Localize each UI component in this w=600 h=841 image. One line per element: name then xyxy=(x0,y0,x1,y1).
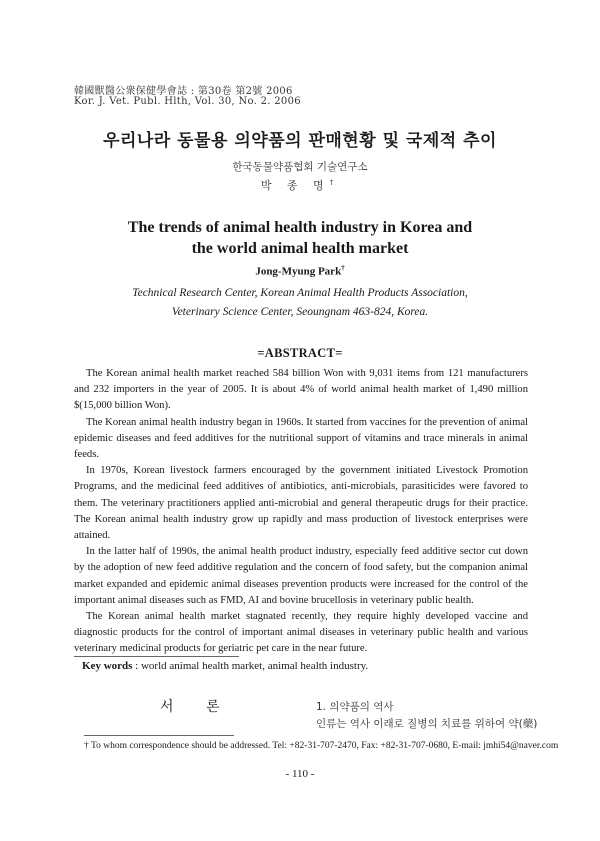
abstract-paragraph: In the latter half of 1990s, the animal health product industry, especially feed additive sector cut down by the adoption of new feed additive regulation and the concern of food safety, but the companion animal market expanded and epidemic animal diseases prevention products were increased for the control of the important animal diseases such as FMD, AI and bovine brucellosis in veterinary public health. xyxy=(74,546,528,606)
korean-author xyxy=(0,177,600,193)
abstract-paragraph: The Korean animal health market stagnated recently, they require highly developed vaccine and diagnostic products for the control of important animal diseases in veterinary public health and various veterinary medicinal products for geriatric pet care in the near future. xyxy=(74,611,528,655)
english-author xyxy=(0,264,600,278)
abstract-paragraph: The Korean animal health market reached 584 billion Won with 9,031 items from 121 manufacturers and 232 importers in the year of 2005. It is about 4% of world animal health market of 1,490 million $(15,000 billion Won). xyxy=(74,368,528,412)
korean-author-mark: † xyxy=(329,178,340,187)
page-number: - 110 - xyxy=(285,768,315,780)
english-author-name: Jong-Myung Park xyxy=(255,265,342,278)
keywords-divider xyxy=(74,656,239,657)
english-title xyxy=(0,217,600,259)
english-title-line1: The trends of animal health industry in Korea and xyxy=(127,219,473,236)
abstract-body xyxy=(74,366,528,658)
journal-name-korean: 韓國獸醫公衆保健學會誌 : 第30卷 第2號 2006 xyxy=(74,86,293,97)
footnote-text: To whom correspondence should be addressed. Tel: +82-31-707-2470, Fax: +82-31-707-0680, E-mail: jmhi54@naver.com xyxy=(88,741,559,751)
journal-name-english: Kor. J. Vet. Publ. Hlth, Vol. 30, No. 2. 2006 xyxy=(74,96,301,107)
english-affiliation-line2: Veterinary Science Center, Seoungnam 463-824, Korea. xyxy=(171,306,429,318)
english-affiliation-line1: Technical Research Center, Korean Animal Health Products Association, xyxy=(132,287,468,299)
keywords xyxy=(82,660,368,672)
subsection-heading: 1. 의약품의 역사 xyxy=(316,701,394,713)
abstract-paragraph: The Korean animal health industry began in 1960s. It started from vaccines for the prevention of animal epidemic diseases and feed additives for the nutritional support of vitamins and trace minerals in animal feeds. xyxy=(74,416,528,461)
english-title-line2: the world animal health market xyxy=(191,240,409,257)
abstract-paragraph: In 1970s, Korean livestock farmers encouraged by the government initiated Livestock Promotion Programs, and the medicinal feed additives of antibiotics, anti-microbials, parasiticides were favored to them. The veterinary practitioners applied anti-microbial and general therapeutic drugs for their practice. The Korean animal health industry grow up rapidly and mass production of livestock enterprises were attained. xyxy=(74,465,528,542)
section-heading-introduction: 서 론 xyxy=(160,699,234,715)
body-text: 인류는 역사 이래로 질병의 치료를 위하여 약(藥) xyxy=(316,718,538,730)
keywords-label: Key words xyxy=(82,660,133,672)
english-affiliation xyxy=(0,284,600,322)
keywords-text: : world animal health market, animal health industry. xyxy=(132,660,369,672)
footnote xyxy=(84,741,558,751)
footnote-mark: † xyxy=(84,741,89,751)
korean-author-name: 박 종 명 xyxy=(260,179,330,192)
footnote-divider xyxy=(84,735,234,736)
abstract-heading: =ABSTRACT= xyxy=(257,346,343,360)
english-author-mark: † xyxy=(341,264,345,272)
korean-title: 우리나라 동물용 의약품의 판매현황 및 국제적 추이 xyxy=(103,131,497,151)
korean-affiliation: 한국동물약품협회 기술연구소 xyxy=(232,161,368,173)
